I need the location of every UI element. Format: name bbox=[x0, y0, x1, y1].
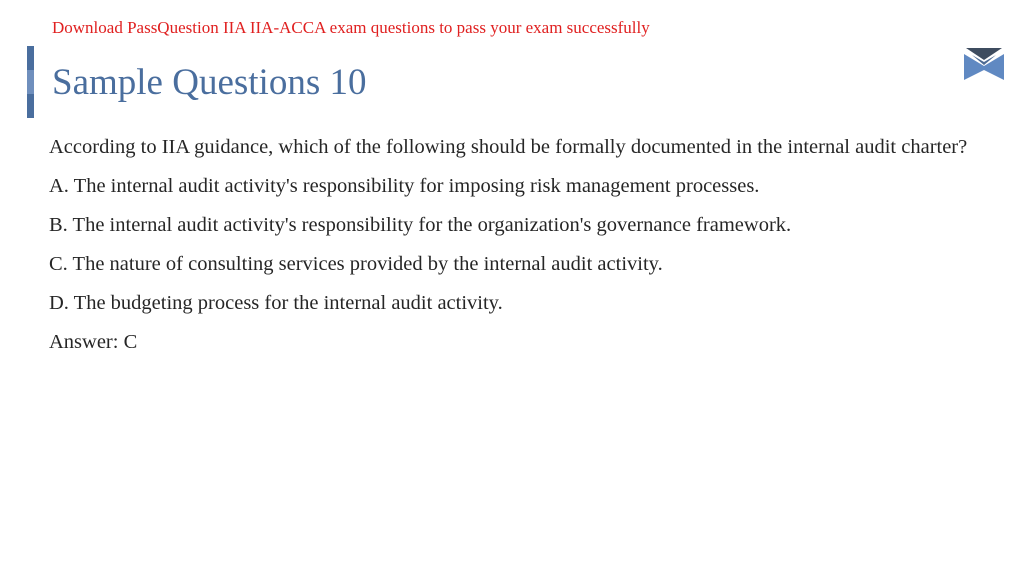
option-d: D. The budgeting process for the internal audit activity. bbox=[49, 292, 503, 314]
accent-bar-segment-bottom bbox=[27, 94, 34, 118]
page-title: Sample Questions 10 bbox=[52, 62, 367, 103]
option-b: B. The internal audit activity's responsibility for the organization's governance framework. bbox=[49, 214, 792, 236]
question-body bbox=[49, 128, 994, 362]
option-c: C. The nature of consulting services provided by the internal audit activity. bbox=[49, 253, 663, 275]
chevron-logo-icon bbox=[964, 48, 1004, 82]
download-banner: Download PassQuestion IIA IIA-ACCA exam questions to pass your exam successfully bbox=[52, 18, 650, 37]
answer-text: Answer: C bbox=[49, 331, 138, 353]
accent-bar-segment-middle bbox=[27, 70, 34, 94]
accent-bar-segment-top bbox=[27, 46, 34, 70]
title-accent-bar bbox=[27, 46, 34, 118]
question-stem: According to IIA guidance, which of the following should be formally documented in the internal audit charter? bbox=[49, 136, 968, 158]
option-a: A. The internal audit activity's responsibility for imposing risk management processes. bbox=[49, 175, 760, 197]
